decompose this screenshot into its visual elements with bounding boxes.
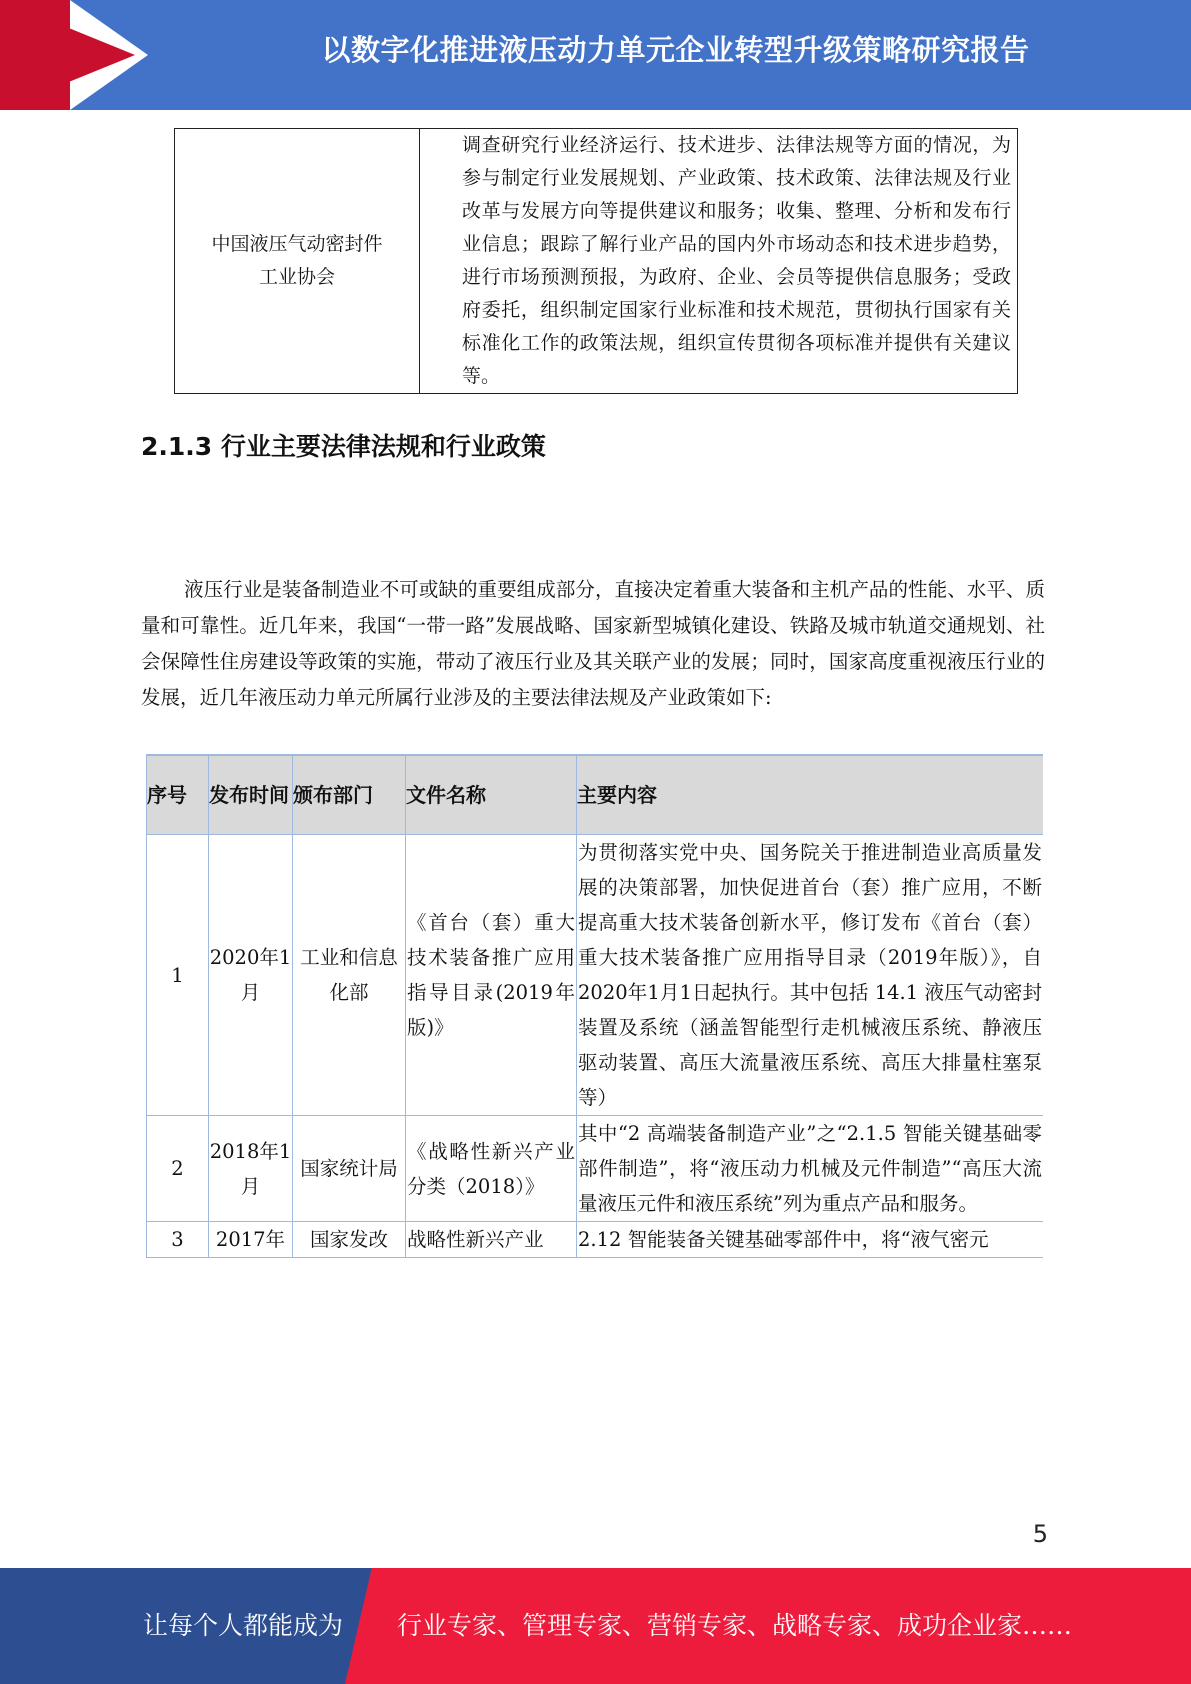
page-number: 5 <box>1032 1520 1048 1548</box>
body-paragraph: 液压行业是装备制造业不可或缺的重要组成部分，直接决定着重大装备和主机产品的性能、水平、质量和可靠性。近几年来，我国“一带一路”发展战略、国家新型城镇化建设、铁路及城市轨道交通规划、社会保障性住房建设等政策的实施，带动了液压行业及其关联产业的发展；同时，国家高度重视液压行业的发展，近几年液压动力单元所属行业涉及的主要法律法规及产业政策如下: <box>141 578 1045 709</box>
row-content: 2.12 智能装备关键基础零部件中，将“液气密元 <box>577 1222 1044 1258</box>
org-name-line2: 工业协会 <box>258 266 335 288</box>
table-row <box>147 1222 1044 1258</box>
header-content: 主要内容 <box>577 755 1044 835</box>
policy-table <box>146 754 1043 1258</box>
page-header <box>0 0 1191 110</box>
page-footer <box>0 1568 1191 1684</box>
row-no: 3 <box>147 1222 209 1258</box>
row-file: 《首台（套）重大技术装备推广应用指导目录(2019年版)》 <box>406 835 577 1116</box>
row-date: 2018年1月 <box>209 1116 293 1222</box>
row-dept: 国家统计局 <box>293 1116 406 1222</box>
footer-slogan-left: 让每个人都能成为 <box>143 1611 344 1640</box>
row-content: 其中“2 高端装备制造产业”之“2.1.5 智能关键基础零部件制造”，将“液压动力机械及元件制造”“高压大流量液压元件和液压系统”列为重点产品和服务。 <box>577 1116 1044 1222</box>
policy-table-container <box>146 754 1043 1307</box>
org-name-line1: 中国液压气动密封件 <box>211 233 383 255</box>
row-date: 2020年1月 <box>209 835 293 1116</box>
org-name-cell <box>175 129 420 394</box>
org-description: 调查研究行业经济运行、技术进步、法律法规等方面的情况，为参与制定行业发展规划、产业政策、技术政策、法律法规及行业改革与发展方向等提供建议和服务；收集、整理、分析和发布行业信息；跟踪了解行业产品的国内外市场动态和技术进步趋势，进行市场预测预报，为政府、企业、会员等提供信息服务；受政府委托，组织制定国家行业标准和技术规范，贯彻执行国家有关标准化工作的政策法规，组织宣传贯彻各项标准并提供有关建议等。 <box>420 129 1018 394</box>
row-date: 2017年 <box>209 1222 293 1258</box>
header-date: 发布时间 <box>209 755 293 835</box>
row-no: 1 <box>147 835 209 1116</box>
section-heading: 2.1.3 行业主要法律法规和行业政策 <box>141 432 546 461</box>
org-table <box>174 128 1018 394</box>
footer-slogan-right: 行业专家、管理专家、营销专家、战略专家、成功企业家…… <box>397 1611 1073 1640</box>
header-red-chevron <box>0 0 135 110</box>
header-dept: 颁布部门 <box>293 755 406 835</box>
policy-table-header-row <box>147 755 1044 835</box>
row-no: 2 <box>147 1116 209 1222</box>
report-title: 以数字化推进液压动力单元企业转型升级策略研究报告 <box>321 33 1030 67</box>
org-table-row <box>175 129 1018 394</box>
row-dept: 工业和信息化部 <box>293 835 406 1116</box>
row-dept: 国家发改 <box>293 1222 406 1258</box>
header-no: 序号 <box>147 755 209 835</box>
row-content: 为贯彻落实党中央、国务院关于推进制造业高质量发展的决策部署，加快促进首台（套）推广应用，不断提高重大技术装备创新水平，修订发布《首台（套）重大技术装备推广应用指导目录（2019年版）》，自2020年1月1日起执行。其中包括 14.1 液压气动密封装置及系统（涵盖智能型行走机械液压系统、静液压驱动装置、高压大流量液压系统、高压大排量柱塞泵等） <box>577 835 1044 1116</box>
table-row <box>147 835 1044 1116</box>
table-row <box>147 1116 1044 1222</box>
row-file: 《战略性新兴产业分类（2018）》 <box>406 1116 577 1222</box>
row-file: 战略性新兴产业 <box>406 1222 577 1258</box>
header-file: 文件名称 <box>406 755 577 835</box>
